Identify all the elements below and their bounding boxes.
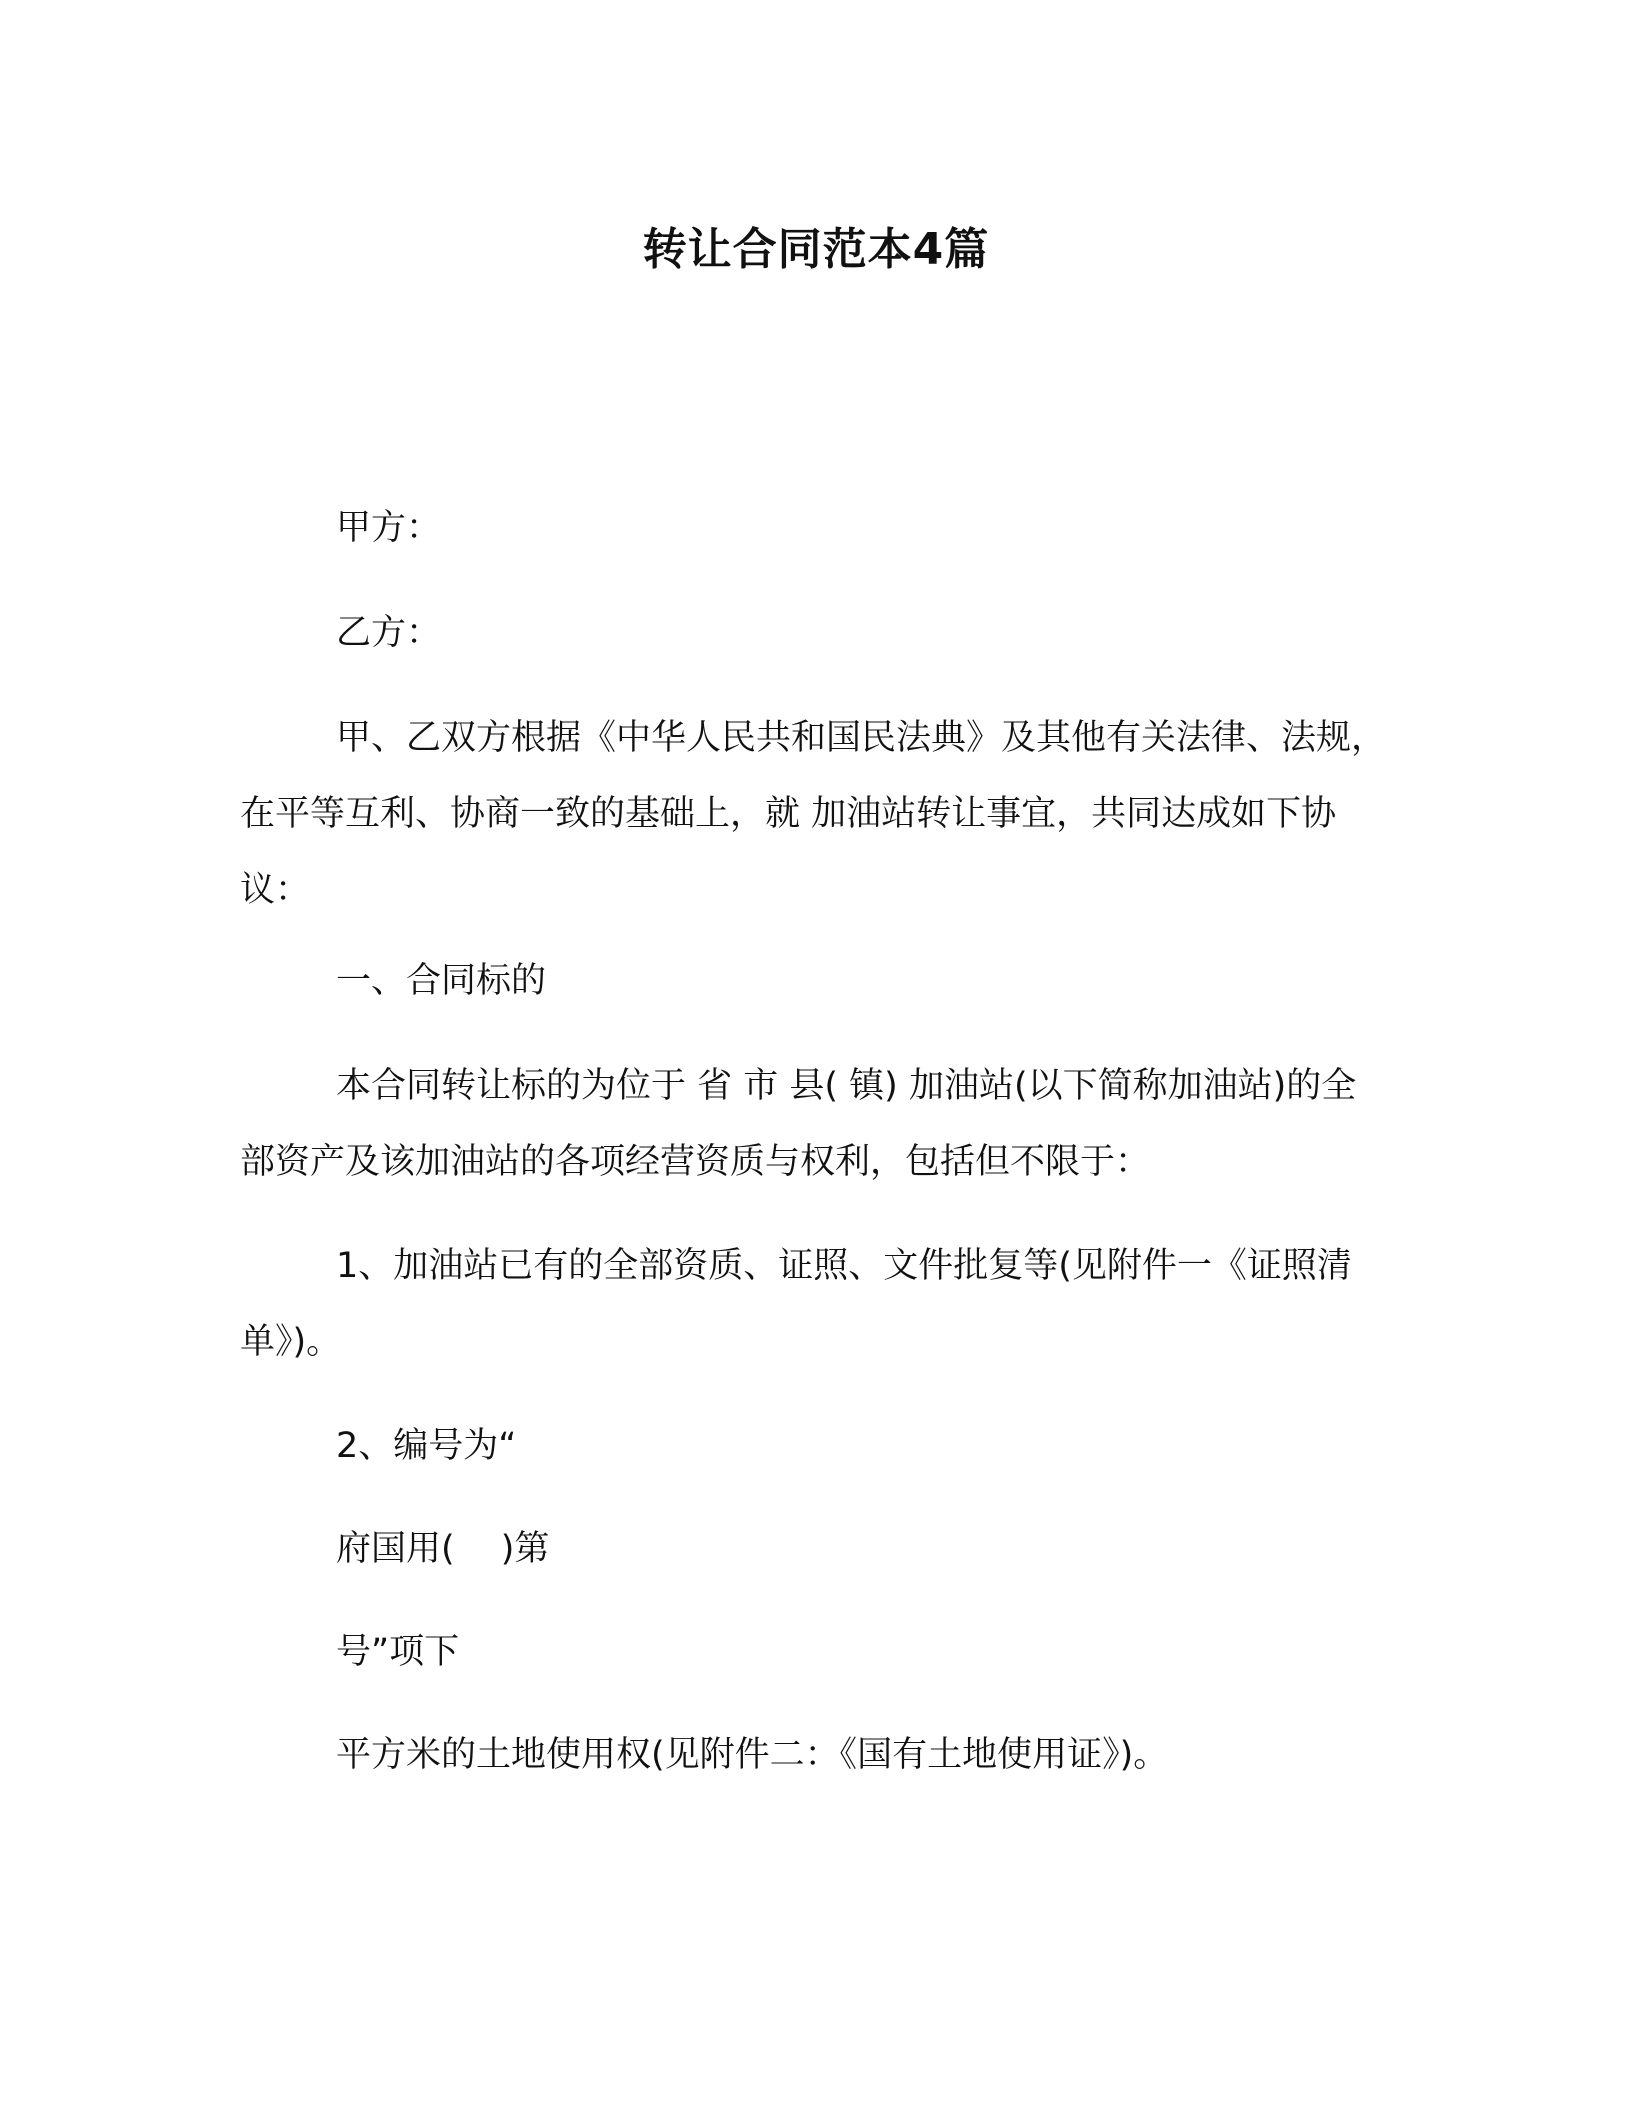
item-2-paragraph: 2、编号为“	[336, 1426, 517, 1466]
preamble-paragraph: 甲、乙双方根据《中华人民共和国民法典》及其他有关法律、法规，在平等互利、协商一致的基础上，就 加油站转让事宜，共同达成如下协议：	[240, 718, 1387, 910]
document-title: 转让合同范本4篇	[642, 224, 990, 275]
land-area-line: 平方米的土地使用权(见附件二：《国有土地使用证》)。	[336, 1735, 1169, 1775]
party-b-line: 乙方：	[336, 613, 442, 653]
subject-paragraph: 本合同转让标的为位于 省 市 县( 镇) 加油站(以下简称加油站)的全部资产及该加油站的各项经营资质与权利，包括但不限于：	[240, 1066, 1357, 1182]
section-heading-contract-subject: 一、合同标的	[336, 961, 547, 1001]
party-a-line: 甲方：	[336, 508, 442, 548]
land-cert-suffix-line: 号”项下	[336, 1632, 460, 1672]
land-cert-number-line: 府国用( )第	[336, 1529, 550, 1569]
item-1-paragraph: 1、加油站已有的全部资质、证照、文件批复等(见附件一《证照清单》)。	[240, 1246, 1352, 1362]
